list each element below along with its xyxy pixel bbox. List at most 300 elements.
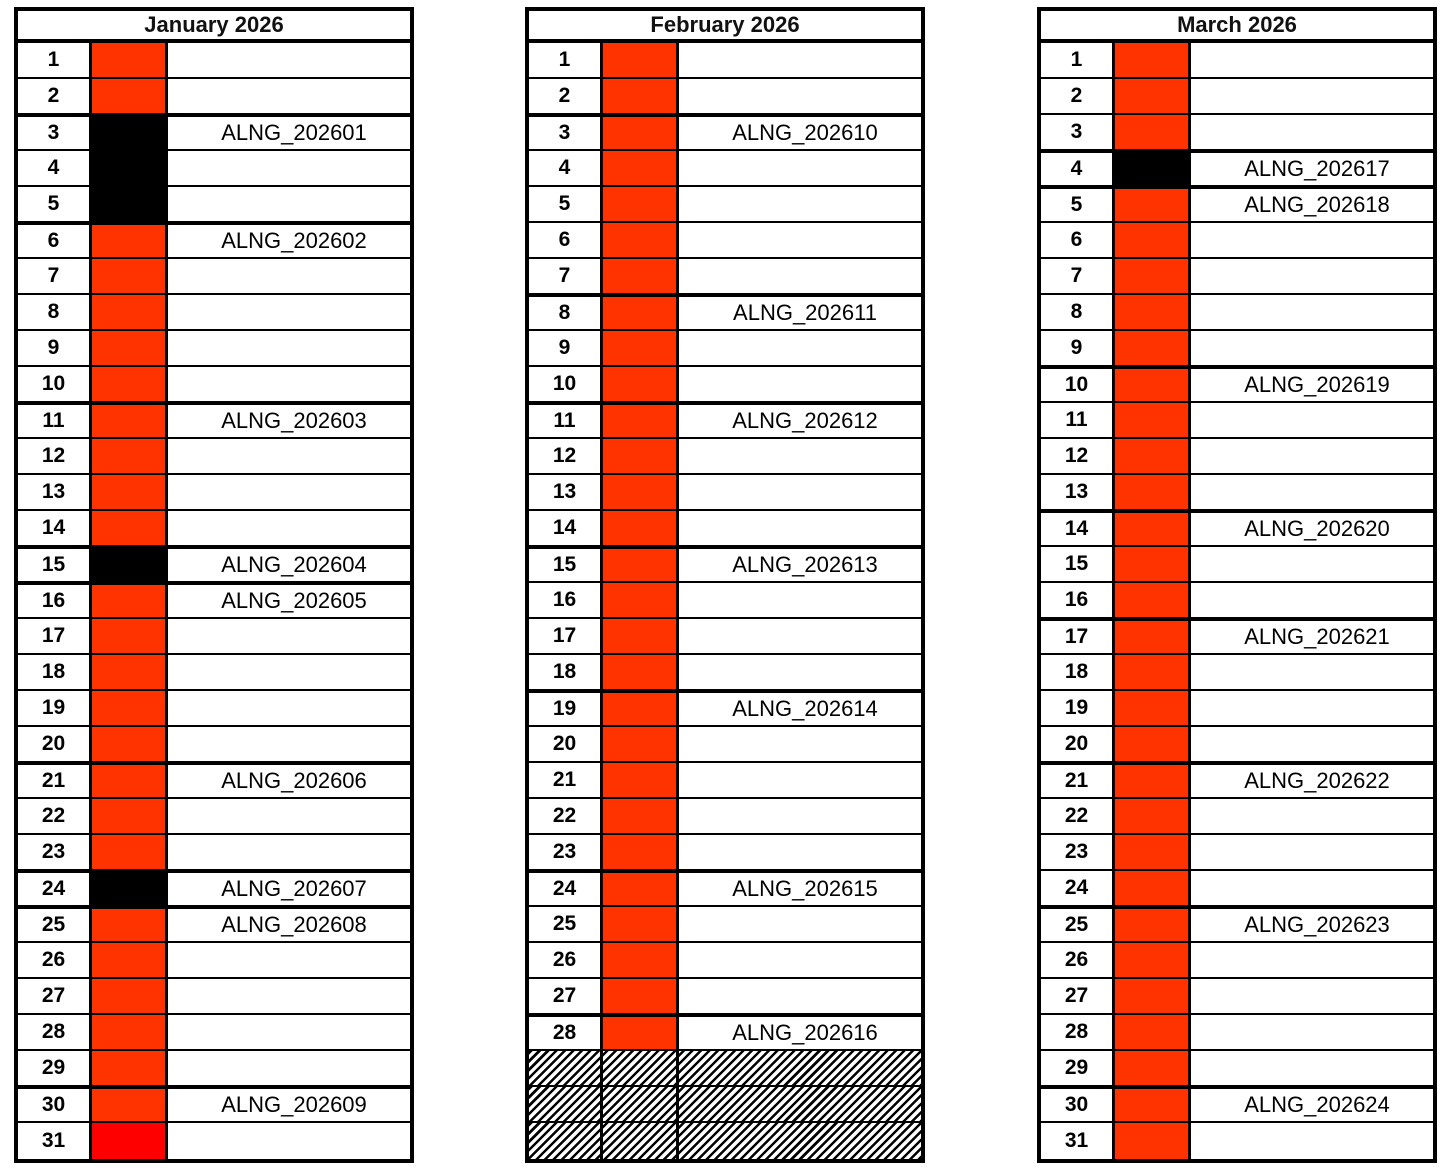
- day-number: 16: [1041, 583, 1115, 617]
- status-color-cell: [92, 909, 168, 941]
- calendar-row: [529, 151, 921, 187]
- shipment-label: [1191, 727, 1433, 761]
- calendar-row: [1041, 799, 1433, 835]
- shipment-label: [1191, 1015, 1433, 1049]
- day-number: 3: [1041, 115, 1115, 149]
- calendar-row-empty: [529, 1087, 921, 1123]
- day-number: 3: [529, 117, 603, 149]
- shipment-label: [168, 799, 410, 833]
- shipment-label: [168, 1015, 410, 1049]
- status-color-cell: [92, 835, 168, 869]
- calendar-row: [529, 943, 921, 979]
- shipment-label: ALNG_202617: [1244, 156, 1390, 181]
- status-color-cell: [603, 693, 679, 725]
- calendar-row: [18, 511, 410, 547]
- status-color-cell: [92, 691, 168, 725]
- calendar-row: [1041, 115, 1433, 151]
- calendar-row: [529, 331, 921, 367]
- status-color-cell: [92, 439, 168, 473]
- status-color-cell: [603, 943, 679, 977]
- shipment-label: [679, 979, 921, 1013]
- calendar-row: [1041, 403, 1433, 439]
- shipment-label: [1191, 835, 1433, 869]
- status-color-cell: [603, 835, 679, 869]
- day-number: 27: [529, 979, 603, 1013]
- status-color-cell: [603, 907, 679, 941]
- day-number: 1: [529, 43, 603, 77]
- calendar-row: [529, 439, 921, 475]
- status-color-cell: [1115, 115, 1191, 149]
- calendar-row: [1041, 1051, 1433, 1087]
- status-color-cell: [92, 619, 168, 653]
- day-number: 7: [1041, 259, 1115, 293]
- status-color-cell: [92, 765, 168, 797]
- day-number: 18: [1041, 655, 1115, 689]
- status-color-cell: [603, 439, 679, 473]
- day-number: 28: [1041, 1015, 1115, 1049]
- status-color-cell: [1115, 799, 1191, 833]
- shipment-label: [679, 907, 921, 941]
- shipment-label: [679, 223, 921, 257]
- day-number: 15: [1041, 547, 1115, 581]
- calendar-row: [18, 115, 410, 151]
- shipment-label: [679, 151, 921, 185]
- calendar-row: [1041, 547, 1433, 583]
- status-color-cell: [1115, 223, 1191, 257]
- status-color-cell: [603, 583, 679, 617]
- month-rows: [18, 43, 410, 1159]
- day-number: 4: [1041, 153, 1115, 185]
- shipment-label: ALNG_202614: [732, 696, 878, 721]
- shipment-label: [168, 79, 410, 113]
- day-number: 6: [1041, 223, 1115, 257]
- day-number: 19: [18, 691, 92, 725]
- day-number: 11: [529, 405, 603, 437]
- status-color-cell: [92, 259, 168, 293]
- day-number: 25: [18, 909, 92, 941]
- calendar-row-empty: [529, 1051, 921, 1087]
- calendar-row: [18, 1087, 410, 1123]
- day-number: 13: [18, 475, 92, 509]
- calendar-row: [18, 439, 410, 475]
- status-color-cell: [1115, 1123, 1191, 1159]
- calendar-row: [1041, 943, 1433, 979]
- calendar-row: [18, 763, 410, 799]
- status-color-cell: [1115, 369, 1191, 401]
- calendar-row: [529, 403, 921, 439]
- calendar-row: [529, 655, 921, 691]
- status-color-cell: [92, 187, 168, 221]
- calendar-row: [18, 979, 410, 1015]
- calendar-row: [1041, 223, 1433, 259]
- shipment-label: [168, 979, 410, 1013]
- calendar-row: [18, 79, 410, 115]
- status-color-cell: [603, 763, 679, 797]
- status-color-cell: [92, 475, 168, 509]
- day-number: 17: [18, 619, 92, 653]
- status-color-cell: [92, 117, 168, 149]
- shipment-label: [679, 43, 921, 77]
- shipment-label: [679, 367, 921, 401]
- status-color-cell: [92, 585, 168, 617]
- day-number: 21: [1041, 765, 1115, 797]
- shipment-label: [168, 619, 410, 653]
- calendar-row: [529, 367, 921, 403]
- month-title: February 2026: [529, 11, 921, 43]
- shipment-label: [1191, 79, 1433, 113]
- day-number: 8: [18, 295, 92, 329]
- calendar-row: [18, 943, 410, 979]
- calendar-row: [18, 475, 410, 511]
- shipment-label: [168, 187, 410, 221]
- day-number: 14: [1041, 513, 1115, 545]
- day-number: 31: [1041, 1123, 1115, 1159]
- shipment-label: ALNG_202619: [1244, 372, 1390, 397]
- day-number: 4: [529, 151, 603, 185]
- day-number: 22: [18, 799, 92, 833]
- day-number: 2: [1041, 79, 1115, 113]
- calendar-row: [529, 223, 921, 259]
- day-number: 2: [18, 79, 92, 113]
- shipment-label: [1191, 331, 1433, 365]
- day-number: 8: [529, 297, 603, 329]
- calendar-row: [1041, 475, 1433, 511]
- day-number: 12: [1041, 439, 1115, 473]
- status-color-cell: [1115, 691, 1191, 725]
- shipment-label: [679, 583, 921, 617]
- status-color-cell: [1115, 979, 1191, 1013]
- day-number: 29: [18, 1051, 92, 1085]
- shipment-label: [679, 259, 921, 293]
- status-color-cell: [603, 549, 679, 581]
- shipment-label: [679, 187, 921, 221]
- shipment-label: [168, 151, 410, 185]
- calendar-row: [529, 295, 921, 331]
- day-number: 16: [18, 585, 92, 617]
- day-number: 21: [529, 763, 603, 797]
- day-number: 18: [529, 655, 603, 689]
- calendar-row: [18, 871, 410, 907]
- status-color-cell: [92, 511, 168, 545]
- shipment-label: [168, 367, 410, 401]
- shipment-label: [679, 475, 921, 509]
- status-color-cell: [603, 223, 679, 257]
- calendar-row: [529, 547, 921, 583]
- shipment-label: [679, 1051, 921, 1085]
- status-color-cell: [92, 979, 168, 1013]
- day-number: 30: [18, 1089, 92, 1121]
- calendar-row: [1041, 511, 1433, 547]
- shipment-label: [679, 799, 921, 833]
- status-color-cell: [1115, 621, 1191, 653]
- calendar-month-february: [525, 7, 925, 1163]
- calendar-row: [529, 691, 921, 727]
- day-number: 7: [18, 259, 92, 293]
- calendar-row: [18, 583, 410, 619]
- status-color-cell: [603, 151, 679, 185]
- calendar-row: [1041, 259, 1433, 295]
- calendar-row: [18, 1123, 410, 1159]
- shipment-label: [1191, 295, 1433, 329]
- status-color-cell: [1115, 295, 1191, 329]
- shipment-label: [168, 943, 410, 977]
- calendar-row: [1041, 1087, 1433, 1123]
- shipment-label: [679, 79, 921, 113]
- status-color-cell: [92, 331, 168, 365]
- day-number: 24: [1041, 871, 1115, 905]
- day-number: 30: [1041, 1089, 1115, 1121]
- calendar-row: [18, 295, 410, 331]
- day-number: 28: [529, 1017, 603, 1049]
- shipment-label: ALNG_202613: [732, 552, 878, 577]
- shipment-label: ALNG_202602: [221, 228, 367, 253]
- status-color-cell: [1115, 189, 1191, 221]
- calendar-row: [529, 475, 921, 511]
- status-color-cell: [1115, 153, 1191, 185]
- status-color-cell: [92, 727, 168, 761]
- calendar-row: [529, 79, 921, 115]
- calendar-row: [529, 187, 921, 223]
- shipment-label: ALNG_202622: [1244, 768, 1390, 793]
- status-color-cell: [92, 405, 168, 437]
- month-title: January 2026: [18, 11, 410, 43]
- calendar-row: [18, 655, 410, 691]
- shipment-label: [168, 259, 410, 293]
- shipment-label: [168, 439, 410, 473]
- calendar-row: [1041, 727, 1433, 763]
- status-color-cell: [603, 405, 679, 437]
- status-color-cell: [1115, 513, 1191, 545]
- shipment-label: [679, 1123, 921, 1159]
- day-number: 20: [1041, 727, 1115, 761]
- status-color-cell: [603, 727, 679, 761]
- calendar-row: [529, 1015, 921, 1051]
- shipment-label: [1191, 223, 1433, 257]
- shipment-label: [168, 1123, 410, 1159]
- status-color-cell: [1115, 259, 1191, 293]
- day-number: 5: [18, 187, 92, 221]
- day-number: [529, 1123, 603, 1159]
- day-number: 23: [1041, 835, 1115, 869]
- calendar-row: [1041, 43, 1433, 79]
- status-color-cell: [1115, 1015, 1191, 1049]
- status-color-cell: [1115, 871, 1191, 905]
- day-number: 27: [18, 979, 92, 1013]
- status-color-cell: [603, 297, 679, 329]
- shipment-label: [1191, 43, 1433, 77]
- calendar-row: [1041, 1015, 1433, 1051]
- shipment-label: ALNG_202608: [221, 912, 367, 937]
- shipment-label: [679, 727, 921, 761]
- calendar-row: [1041, 655, 1433, 691]
- calendar-row: [529, 619, 921, 655]
- shipment-label: [1191, 1051, 1433, 1085]
- day-number: 3: [18, 117, 92, 149]
- day-number: 19: [529, 693, 603, 725]
- day-number: 23: [18, 835, 92, 869]
- status-color-cell: [1115, 475, 1191, 509]
- day-number: 8: [1041, 295, 1115, 329]
- status-color-cell: [1115, 43, 1191, 77]
- shipment-label: [1191, 691, 1433, 725]
- status-color-cell: [1115, 583, 1191, 617]
- status-color-cell: [92, 655, 168, 689]
- day-number: 15: [529, 549, 603, 581]
- calendar-row: [1041, 619, 1433, 655]
- day-number: 26: [18, 943, 92, 977]
- status-color-cell: [92, 367, 168, 401]
- status-color-cell: [603, 187, 679, 221]
- calendar-row: [18, 151, 410, 187]
- shipment-label: [168, 475, 410, 509]
- status-color-cell: [1115, 79, 1191, 113]
- day-number: 2: [529, 79, 603, 113]
- shipment-label: [1191, 439, 1433, 473]
- shipment-label: [1191, 403, 1433, 437]
- calendar-row: [18, 223, 410, 259]
- shipment-label: [1191, 475, 1433, 509]
- shipment-label: ALNG_202612: [732, 408, 878, 433]
- day-number: 31: [18, 1123, 92, 1159]
- status-color-cell: [603, 619, 679, 653]
- status-color-cell: [92, 1123, 168, 1159]
- calendar-row: [18, 403, 410, 439]
- shipment-label: [1191, 115, 1433, 149]
- shipment-label: [1191, 1123, 1433, 1159]
- status-color-cell: [1115, 331, 1191, 365]
- day-number: 14: [529, 511, 603, 545]
- day-number: 9: [529, 331, 603, 365]
- shipment-label: [1191, 583, 1433, 617]
- status-color-cell: [92, 799, 168, 833]
- calendar-row: [1041, 331, 1433, 367]
- day-number: 11: [18, 405, 92, 437]
- calendar-row: [529, 259, 921, 295]
- calendar-row: [18, 331, 410, 367]
- day-number: 10: [1041, 369, 1115, 401]
- calendar-row: [1041, 979, 1433, 1015]
- month-rows: [529, 43, 921, 1159]
- calendar-row: [1041, 187, 1433, 223]
- calendar-row: [18, 43, 410, 79]
- calendar-month-january: [14, 7, 414, 1163]
- day-number: 27: [1041, 979, 1115, 1013]
- status-color-cell: [92, 549, 168, 581]
- day-number: 7: [529, 259, 603, 293]
- calendar-row: [529, 907, 921, 943]
- shipment-label: [1191, 655, 1433, 689]
- status-color-cell: [92, 151, 168, 185]
- day-number: 22: [1041, 799, 1115, 833]
- calendar-row: [1041, 439, 1433, 475]
- shipment-label: [679, 655, 921, 689]
- status-color-cell: [1115, 909, 1191, 941]
- shipment-label: [1191, 799, 1433, 833]
- shipment-label: ALNG_202604: [221, 552, 367, 577]
- day-number: 16: [529, 583, 603, 617]
- calendar-row: [18, 1015, 410, 1051]
- day-number: 28: [18, 1015, 92, 1049]
- shipment-label: ALNG_202610: [732, 120, 878, 145]
- shipment-label: [1191, 979, 1433, 1013]
- day-number: 20: [529, 727, 603, 761]
- status-color-cell: [92, 1015, 168, 1049]
- status-color-cell: [1115, 727, 1191, 761]
- calendar-row: [529, 583, 921, 619]
- calendar-row: [18, 907, 410, 943]
- day-number: 1: [18, 43, 92, 77]
- shipment-label: [1191, 871, 1433, 905]
- day-number: 20: [18, 727, 92, 761]
- shipment-label: ALNG_202615: [732, 876, 878, 901]
- shipment-label: ALNG_202616: [732, 1020, 878, 1045]
- status-color-cell: [92, 79, 168, 113]
- status-color-cell: [603, 799, 679, 833]
- day-number: 12: [18, 439, 92, 473]
- shipment-label: ALNG_202607: [221, 876, 367, 901]
- shipment-label: [168, 727, 410, 761]
- day-number: 23: [529, 835, 603, 869]
- shipment-label: [1191, 943, 1433, 977]
- shipment-label: [679, 511, 921, 545]
- day-number: 26: [529, 943, 603, 977]
- day-number: 12: [529, 439, 603, 473]
- calendar-row: [18, 619, 410, 655]
- shipment-label: [168, 43, 410, 77]
- day-number: 11: [1041, 403, 1115, 437]
- calendar-row: [529, 763, 921, 799]
- status-color-cell: [1115, 403, 1191, 437]
- day-number: 10: [18, 367, 92, 401]
- shipment-label: ALNG_202603: [221, 408, 367, 433]
- day-number: 19: [1041, 691, 1115, 725]
- day-number: 21: [18, 765, 92, 797]
- day-number: 4: [18, 151, 92, 185]
- status-color-cell: [1115, 439, 1191, 473]
- day-number: 15: [18, 549, 92, 581]
- shipment-label: [168, 511, 410, 545]
- shipment-label: ALNG_202621: [1244, 624, 1390, 649]
- status-color-cell: [92, 295, 168, 329]
- shipment-label: [168, 331, 410, 365]
- status-color-cell: [1115, 655, 1191, 689]
- status-color-cell: [92, 43, 168, 77]
- day-number: 1: [1041, 43, 1115, 77]
- status-color-cell: [603, 873, 679, 905]
- shipment-label: ALNG_202605: [221, 588, 367, 613]
- status-color-cell: [603, 1017, 679, 1049]
- calendar-row: [18, 547, 410, 583]
- calendar-row: [529, 511, 921, 547]
- shipment-label: [679, 763, 921, 797]
- calendar-row: [529, 799, 921, 835]
- status-color-cell: [603, 979, 679, 1013]
- shipment-label: ALNG_202618: [1244, 192, 1390, 217]
- status-color-cell: [1115, 765, 1191, 797]
- day-number: 9: [18, 331, 92, 365]
- day-number: 5: [1041, 189, 1115, 221]
- status-color-cell: [603, 331, 679, 365]
- shipment-label: [679, 331, 921, 365]
- shipment-label: ALNG_202611: [733, 300, 877, 325]
- status-color-cell: [603, 475, 679, 509]
- calendar-row: [1041, 583, 1433, 619]
- calendar-row: [1041, 871, 1433, 907]
- shipment-label: ALNG_202601: [221, 120, 367, 145]
- calendar-row: [18, 1051, 410, 1087]
- calendar-row: [529, 727, 921, 763]
- status-color-cell: [603, 259, 679, 293]
